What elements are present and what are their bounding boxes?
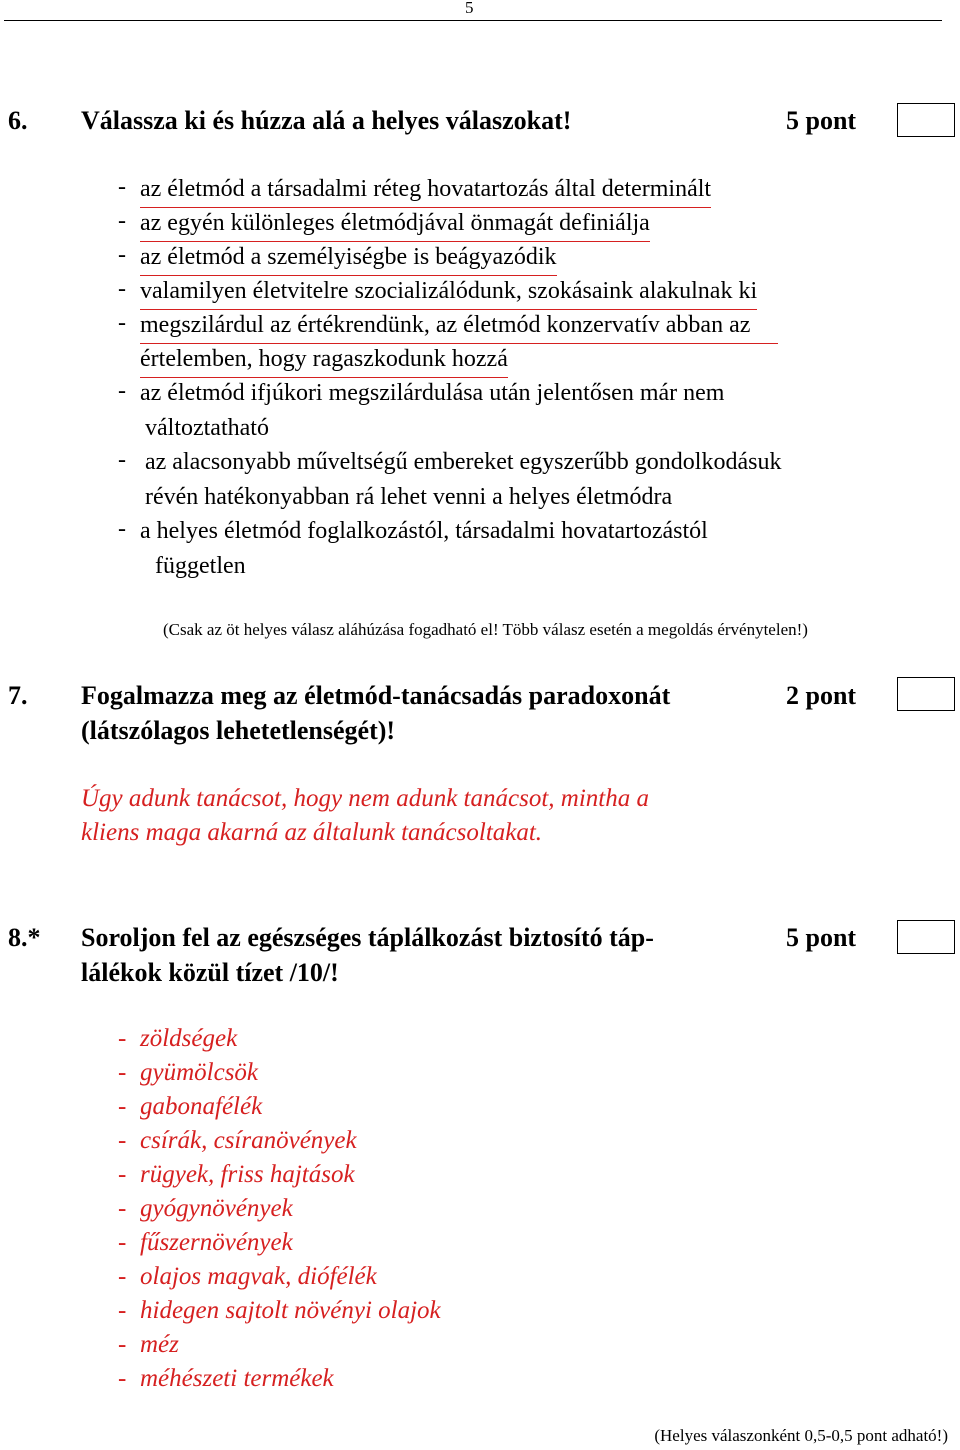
option-dash: - <box>118 310 126 336</box>
option-text-line-1: a helyes életmód foglalkozástól, társadalmi hovatartozástól <box>140 518 708 544</box>
answer-text: hidegen sajtolt növényi olajok <box>140 1297 441 1324</box>
option-dash: - <box>118 516 126 542</box>
question-6-title: Válassza ki és húzza alá a helyes válaszokat! <box>81 106 572 135</box>
answer-dash: - <box>118 1059 127 1086</box>
answer-dash: - <box>118 1161 127 1188</box>
answer-dash: - <box>118 1093 127 1120</box>
question-8-note: (Helyes válaszonként 0,5-0,5 pont adható!) <box>654 1426 948 1445</box>
option-dash: - <box>118 242 126 268</box>
option-text-line-2: értelemben, hogy ragaszkodunk hozzá <box>140 342 508 378</box>
answer-text: méz <box>140 1331 179 1358</box>
option-text-line-2: független <box>155 553 246 579</box>
answer-dash: - <box>118 1331 127 1358</box>
option-text: az életmód a társadalmi réteg hovatartozás által determinált <box>140 172 711 208</box>
answer-text: olajos magvak, diófélék <box>140 1263 377 1290</box>
page-number: 5 <box>465 0 474 17</box>
answer-dash: - <box>118 1263 127 1290</box>
question-6-points: 5 pont <box>786 106 857 135</box>
question-8-number: 8.* <box>8 923 41 952</box>
question-6-number: 6. <box>8 106 28 135</box>
answer-dash: - <box>118 1365 127 1392</box>
option-text-line-1: megszilárdul az értékrendünk, az életmód konzervatív abban az <box>140 308 778 344</box>
answer-text: zöldségek <box>140 1025 238 1052</box>
option-text-line-1: az életmód ifjúkori megszilárdulása után jelentősen már nem <box>140 380 725 406</box>
answer-dash: - <box>118 1297 127 1324</box>
option-dash: - <box>118 174 126 200</box>
question-7-answer-line-1: Úgy adunk tanácsot, hogy nem adunk tanácsot, mintha a <box>81 785 649 812</box>
option-text-line-2: változtatható <box>145 415 269 441</box>
answer-dash: - <box>118 1025 127 1052</box>
answer-text: gabonafélék <box>140 1093 263 1120</box>
question-7-score-box[interactable] <box>897 677 955 711</box>
option-dash: - <box>118 276 126 302</box>
question-7-title-line-2: (látszólagos lehetetlenségét)! <box>81 716 396 745</box>
option-text: az egyén különleges életmódjával önmagát definiálja <box>140 206 650 242</box>
question-8-title-line-1: Soroljon fel az egészséges táplálkozást biztosító táp- <box>81 923 654 952</box>
answer-text: gyógynövények <box>140 1195 293 1222</box>
question-6-note: (Csak az öt helyes válasz aláhúzása fogadható el! Több válasz esetén a megoldás érvénytelen!) <box>163 620 808 639</box>
option-text-line-2: révén hatékonyabban rá lehet venni a helyes életmódra <box>145 484 673 510</box>
question-7-answer-line-2: kliens maga akarná az általunk tanácsoltakat. <box>81 819 543 846</box>
answer-dash: - <box>118 1127 127 1154</box>
question-7-number: 7. <box>8 681 28 710</box>
option-dash: - <box>118 378 126 404</box>
answer-text: csírák, csíranövények <box>140 1127 357 1154</box>
option-text-line-1: az alacsonyabb műveltségű embereket egyszerűbb gondolkodásuk <box>145 449 782 475</box>
option-dash: - <box>118 208 126 234</box>
question-6-score-box[interactable] <box>897 103 955 137</box>
question-8-title-line-2: lálékok közül tízet /10/! <box>81 958 339 987</box>
question-7-title-line-1: Fogalmazza meg az életmód-tanácsadás paradoxonát <box>81 681 671 710</box>
option-dash: - <box>118 447 126 473</box>
answer-text: gyümölcsök <box>140 1059 259 1086</box>
question-8-score-box[interactable] <box>897 920 955 954</box>
header-rule <box>4 20 942 21</box>
option-text: az életmód a személyiségbe is beágyazódik <box>140 240 557 276</box>
option-text: valamilyen életvitelre szocializálódunk, szokásaink alakulnak ki <box>140 274 757 310</box>
question-8-points: 5 pont <box>786 923 857 952</box>
answer-dash: - <box>118 1195 127 1222</box>
question-7-points: 2 pont <box>786 681 857 710</box>
answer-text: méhészeti termékek <box>140 1365 334 1392</box>
answer-dash: - <box>118 1229 127 1256</box>
answer-text: fűszernövények <box>140 1229 293 1256</box>
answer-text: rügyek, friss hajtások <box>140 1161 355 1188</box>
